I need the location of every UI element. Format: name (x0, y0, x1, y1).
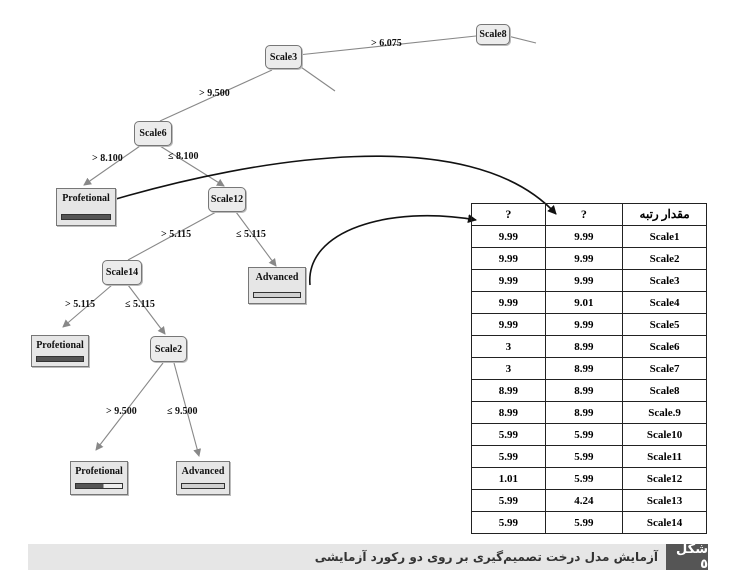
value-cell: 5.99 (472, 490, 546, 512)
scale-name-cell: Scale12 (623, 468, 707, 490)
value-cell: 5.99 (472, 512, 546, 534)
leaf-profetional-1 (56, 188, 116, 226)
table-row (472, 226, 707, 248)
scale-name-cell: Scale13 (623, 490, 707, 512)
value-cell: 8.99 (472, 402, 546, 424)
table-row (472, 446, 707, 468)
value-cell: 9.99 (472, 314, 546, 336)
edge-label-scale12-adv: ≤ 5.115 (236, 229, 266, 240)
scale-name-cell: Scale3 (623, 270, 707, 292)
class-bar (181, 483, 225, 489)
edge-label-scale8-scale3: > 6.075 (371, 38, 402, 49)
table-row (472, 468, 707, 490)
edge-label-scale3-scale6: > 9.500 (199, 88, 230, 99)
node-scale2: Scale2 (150, 336, 187, 362)
value-cell: 9.99 (545, 314, 623, 336)
arrow-adv-to-table (310, 216, 476, 285)
node-scale14: Scale14 (102, 260, 142, 285)
table-row (472, 270, 707, 292)
edge-scale6-prof (84, 146, 140, 185)
edge-label-scale2-prof: > 9.500 (106, 406, 137, 417)
test-records-table (471, 203, 707, 534)
value-cell: 5.99 (472, 424, 546, 446)
value-cell: 9.99 (545, 226, 623, 248)
value-cell: 8.99 (545, 358, 623, 380)
table-body (472, 226, 707, 534)
column-header-q2: ? (545, 204, 623, 226)
table-row (472, 336, 707, 358)
edge-scale8-right (508, 36, 536, 43)
scale-name-cell: Scale5 (623, 314, 707, 336)
table-row (472, 512, 707, 534)
edge-label-scale14-prof: > 5.115 (65, 299, 96, 310)
value-cell: 4.24 (545, 490, 623, 512)
leaf-profetional-2 (31, 335, 89, 367)
edge-label-scale12-scale14: > 5.115 (161, 229, 192, 240)
value-cell: 5.99 (545, 512, 623, 534)
value-cell: 8.99 (545, 380, 623, 402)
value-cell: 3 (472, 358, 546, 380)
column-header-rank: مقدار رتبه (623, 204, 707, 226)
scale-name-cell: Scale11 (623, 446, 707, 468)
edge-label-scale14-scale2: ≤ 5.115 (125, 299, 155, 310)
scale-name-cell: Scale10 (623, 424, 707, 446)
value-cell: 5.99 (545, 446, 623, 468)
table-row (472, 402, 707, 424)
value-cell: 5.99 (545, 468, 623, 490)
table-row (472, 292, 707, 314)
scale-name-cell: Scale2 (623, 248, 707, 270)
scale-name-cell: Scale.9 (623, 402, 707, 424)
value-cell: 9.01 (545, 292, 623, 314)
table-row (472, 380, 707, 402)
scale-name-cell: Scale1 (623, 226, 707, 248)
scale-name-cell: Scale8 (623, 380, 707, 402)
leaf-label: Advanced (255, 272, 299, 283)
scale-name-cell: Scale14 (623, 512, 707, 534)
table-row (472, 358, 707, 380)
value-cell: 9.99 (545, 270, 623, 292)
figure-caption (28, 544, 708, 570)
edge-label-scale6-scale12: ≤ 8.100 (168, 151, 199, 162)
node-scale6: Scale6 (134, 121, 172, 146)
leaf-advanced-2 (176, 461, 230, 495)
value-cell: 8.99 (545, 402, 623, 424)
column-header-q1: ? (472, 204, 546, 226)
node-scale12: Scale12 (208, 187, 246, 212)
value-cell: 9.99 (472, 292, 546, 314)
leaf-label: Profetional (75, 466, 123, 477)
value-cell: 1.01 (472, 468, 546, 490)
value-cell: 9.99 (472, 270, 546, 292)
leaf-label: Advanced (181, 466, 225, 477)
leaf-profetional-3 (70, 461, 128, 495)
class-bar (75, 483, 123, 489)
class-bar (36, 356, 84, 362)
table-header-row (472, 204, 707, 226)
edge-scale3-right (298, 65, 335, 91)
scale-name-cell: Scale4 (623, 292, 707, 314)
value-cell: 9.99 (472, 248, 546, 270)
table-row (472, 314, 707, 336)
caption-text: آزمایش مدل درخت تصمیم‌گیری بر روی دو رکورد آزمایشی (314, 550, 658, 564)
edge-label-scale6-prof: > 8.100 (92, 153, 123, 164)
edge-label-scale2-adv: ≤ 9.500 (167, 406, 198, 417)
value-cell: 3 (472, 336, 546, 358)
leaf-advanced-1 (248, 267, 306, 304)
table-row (472, 490, 707, 512)
value-cell: 8.99 (545, 336, 623, 358)
leaf-label: Profetional (62, 193, 110, 204)
value-cell: 8.99 (472, 380, 546, 402)
leaf-label: Profetional (36, 340, 84, 351)
scale-name-cell: Scale6 (623, 336, 707, 358)
node-scale8: Scale8 (476, 24, 510, 45)
figure-number: شکل ٥ (666, 544, 708, 570)
class-bar (61, 214, 111, 220)
value-cell: 9.99 (472, 226, 546, 248)
class-bar (253, 292, 301, 298)
value-cell: 5.99 (545, 424, 623, 446)
value-cell: 9.99 (545, 248, 623, 270)
node-scale3: Scale3 (265, 45, 302, 69)
scale-name-cell: Scale7 (623, 358, 707, 380)
table-row (472, 248, 707, 270)
table-row (472, 424, 707, 446)
value-cell: 5.99 (472, 446, 546, 468)
